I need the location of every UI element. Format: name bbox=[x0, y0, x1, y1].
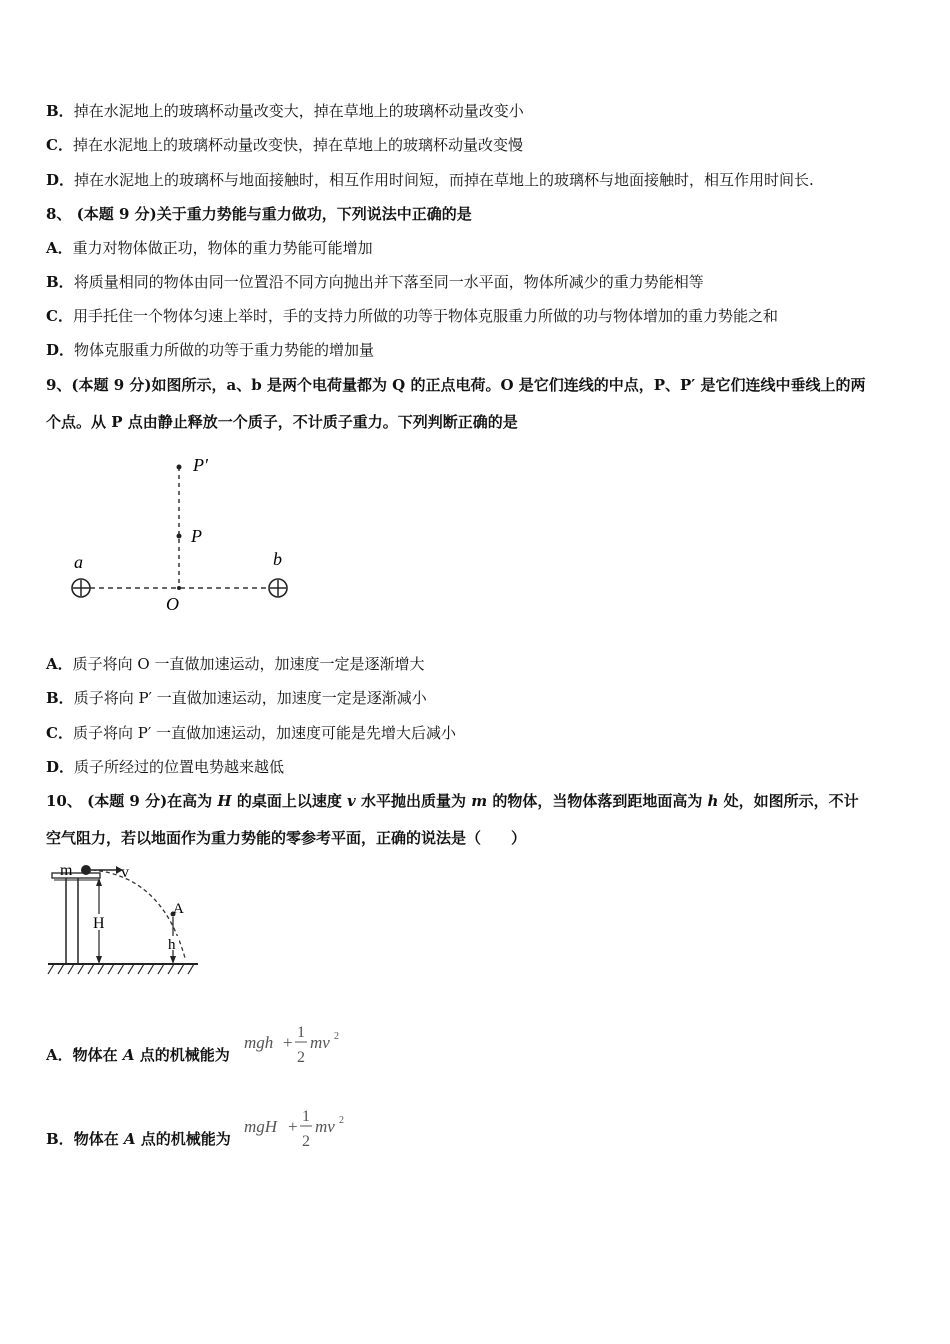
ball bbox=[81, 865, 91, 875]
svg-text:1: 1 bbox=[297, 1024, 305, 1041]
q7-option-b: B．掉在水泥地上的玻璃杯动量改变大，掉在草地上的玻璃杯动量改变小 bbox=[46, 102, 524, 120]
svg-text:+: + bbox=[283, 1033, 293, 1052]
q10-stem-line1: 10、 (本题 9 分)在高为 H 的桌面上以速度 v 水平抛出质量为 m 的物体，当物体落到距地面高为 h 处，如图所示，不计 bbox=[46, 792, 859, 810]
q9-stem-line2: 个点。从 P 点由静止释放一个质子，不计质子重力。下列判断正确的是 bbox=[46, 413, 518, 431]
q8-option-c: C．用手托住一个物体匀速上举时，手的支持力所做的功等于物体克服重力所做的功与物体增加的重力势能之和 bbox=[46, 307, 778, 325]
svg-text:mgh: mgh bbox=[244, 1033, 274, 1052]
label-h-small: h bbox=[168, 937, 176, 953]
q10-option-a-formula bbox=[244, 1018, 354, 1070]
svg-text:2: 2 bbox=[302, 1133, 310, 1150]
label-point-a: A bbox=[173, 901, 184, 917]
label-v: v bbox=[121, 864, 129, 881]
q8-stem: 8、 (本题 9 分)关于重力势能与重力做功，下列说法中正确的是 bbox=[46, 205, 472, 223]
q10-option-a: A．物体在 A 点的机械能为 bbox=[46, 1046, 230, 1064]
q8-option-a: A．重力对物体做正功，物体的重力势能可能增加 bbox=[46, 239, 373, 257]
label-o: O bbox=[166, 594, 179, 614]
arrow-down-icon bbox=[170, 956, 176, 964]
arrow-down-icon bbox=[96, 956, 102, 964]
q10-option-b-formula bbox=[244, 1102, 359, 1154]
charge-b-icon bbox=[269, 579, 287, 597]
point-p-prime bbox=[177, 465, 182, 470]
svg-text:1: 1 bbox=[302, 1108, 310, 1125]
point-o bbox=[177, 586, 181, 590]
label-m: m bbox=[60, 862, 73, 879]
q9-option-b: B．质子将向 P′ 一直做加速运动，加速度一定是逐渐减小 bbox=[46, 689, 427, 707]
charge-a-icon bbox=[72, 579, 90, 597]
q10-stem-line2: 空气阻力，若以地面作为重力势能的零参考平面，正确的说法是（ ） bbox=[46, 829, 527, 847]
q9-stem-line1: 9、(本题 9 分)如图所示，a、b 是两个电荷量都为 Q 的正点电荷。O 是它们连线的中点，P、P′ 是它们连线中垂线上的两 bbox=[46, 376, 866, 394]
point-p bbox=[177, 534, 182, 539]
q9-charge-figure bbox=[60, 448, 320, 618]
q9-option-d: D．质子所经过的位置电势越来越低 bbox=[46, 758, 285, 776]
q9-option-a: A．质子将向 O 一直做加速运动，加速度一定是逐渐增大 bbox=[46, 655, 425, 673]
svg-text:+: + bbox=[288, 1117, 298, 1136]
svg-text:2: 2 bbox=[297, 1049, 305, 1066]
label-h-big: H bbox=[93, 915, 105, 932]
label-b: b bbox=[273, 549, 282, 569]
ground-hatching bbox=[48, 964, 194, 974]
svg-text:mgH: mgH bbox=[244, 1117, 278, 1136]
q7-option-c: C．掉在水泥地上的玻璃杯动量改变快，掉在草地上的玻璃杯动量改变慢 bbox=[46, 136, 523, 154]
q8-option-d: D．物体克服重力所做的功等于重力势能的增加量 bbox=[46, 341, 375, 359]
svg-text:2: 2 bbox=[334, 1031, 339, 1042]
q9-option-c: C．质子将向 P′ 一直做加速运动，加速度可能是先增大后减小 bbox=[46, 724, 456, 742]
svg-text:mv: mv bbox=[310, 1033, 330, 1052]
svg-text:2: 2 bbox=[339, 1115, 344, 1126]
q10-projectile-figure bbox=[44, 858, 204, 983]
q10-option-b: B．物体在 A 点的机械能为 bbox=[46, 1130, 231, 1148]
label-a: a bbox=[74, 552, 83, 572]
q7-option-d: D．掉在水泥地上的玻璃杯与地面接触时，相互作用时间短，而掉在草地上的玻璃杯与地面接触时，相互作用时间长. bbox=[46, 171, 814, 189]
svg-text:mv: mv bbox=[315, 1117, 335, 1136]
arrow-up-icon bbox=[96, 878, 102, 886]
label-p: P bbox=[191, 526, 202, 546]
q8-option-b: B．将质量相同的物体由同一位置沿不同方向抛出并下落至同一水平面，物体所减少的重力势能相等 bbox=[46, 273, 704, 291]
label-p-prime: P′ bbox=[193, 455, 208, 475]
